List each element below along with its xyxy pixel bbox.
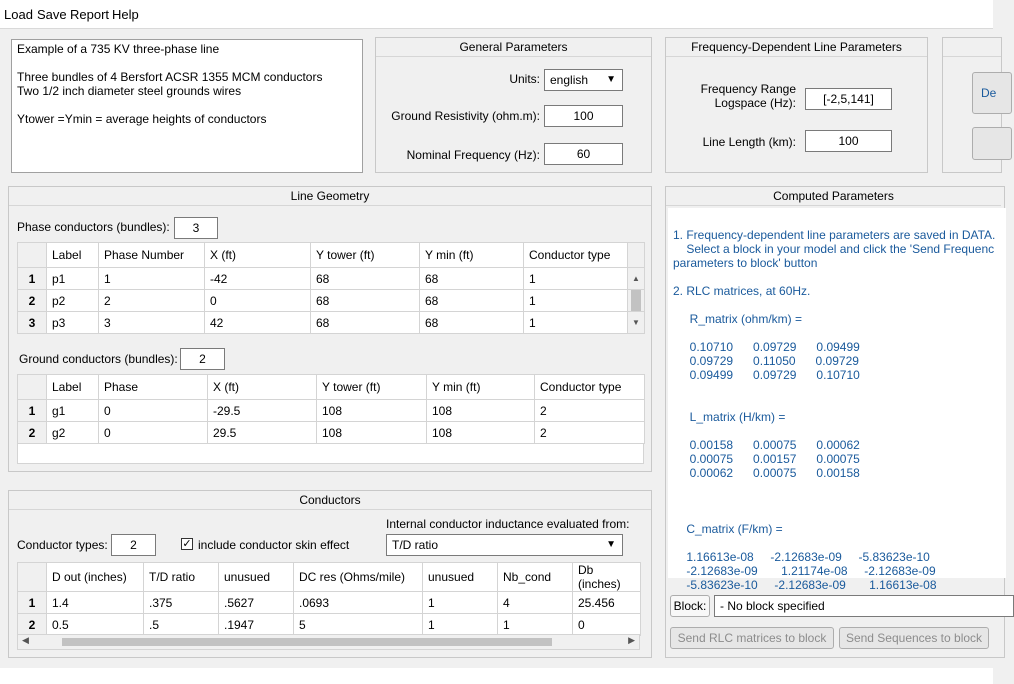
units-value: english (550, 73, 589, 87)
scroll-right-icon[interactable]: ▶ (628, 635, 635, 645)
menu-help[interactable]: Help (112, 7, 139, 22)
ground-table-cell[interactable]: 108 (317, 400, 427, 422)
phase-table-cell[interactable]: 68 (420, 290, 524, 312)
resistivity-input[interactable]: 100 (544, 105, 623, 127)
phase-table-row-number: 3 (18, 312, 47, 334)
menu-report[interactable]: Report (70, 7, 110, 22)
frequency-dependent-panel (665, 37, 928, 173)
ground-table-column-header[interactable]: Conductor type (535, 375, 645, 400)
conductors-table-cell[interactable]: 4 (498, 592, 573, 614)
line-geometry-panel (8, 186, 652, 472)
units-label: Units: (509, 72, 540, 86)
phase-table-cell[interactable]: 1 (524, 312, 628, 334)
ground-table-row[interactable] (18, 422, 645, 444)
bottom-strip (0, 668, 993, 684)
phase-table-cell[interactable]: 2 (99, 290, 205, 312)
inductance-value: T/D ratio (392, 538, 439, 552)
phase-table-cell[interactable]: p3 (47, 312, 99, 334)
conductors-table-column-header[interactable]: unusued (423, 563, 498, 592)
ground-table-cell[interactable]: g1 (47, 400, 99, 422)
phase-table-column-header[interactable]: Phase Number (99, 243, 205, 268)
edge-button-bottom[interactable] (972, 127, 1012, 160)
phase-table-column-header[interactable]: Y min (ft) (420, 243, 524, 268)
ground-table-cell[interactable]: 0 (99, 422, 208, 444)
ground-table-column-header[interactable]: Phase (99, 375, 208, 400)
conductors-table-row[interactable] (18, 614, 641, 636)
inductance-label: Internal conductor inductance evaluated from: (386, 517, 630, 531)
vertical-scrollbar[interactable] (628, 290, 645, 312)
conductors-table-column-header[interactable]: D out (inches) (47, 563, 144, 592)
horizontal-scrollbar[interactable] (17, 634, 640, 650)
ground-table-cell[interactable]: 108 (427, 400, 535, 422)
phase-table-cell[interactable]: 42 (205, 312, 311, 334)
chevron-down-icon: ▼ (606, 539, 616, 550)
ground-table-empty-area (17, 444, 644, 464)
conductors-table-cell[interactable]: .5 (144, 614, 219, 636)
computed-output-text: 1. Frequency-dependent line parameters are saved in DATA. Select a block in your model and click the 'Send Frequenc parameters to block' button 2. RLC matrices, at 60Hz. R_matrix (ohm/km) = 0.10710 0.09729 0.09499 0.09729 0.11050 0.09729 0.09499 0.09729 0.10710 L_matrix (H/km) = 0.00158 0.00075 0.00062 0.00075 0.00157 0.00075 0.00062 0.00075 0.00158 C_matrix (F/km) = 1.16613e-08 -2.12683e-09 -5.83623e-10 -2.12683e-09 1.21174e-08 -2.12683e-09 -5.83623e-10 -2.12683e-09 1.16613e-08 (673, 228, 996, 592)
phase-table-cell[interactable]: 68 (311, 268, 420, 290)
general-parameters-title: General Parameters (376, 38, 651, 57)
skin-effect-checkbox[interactable]: ✓ (182, 538, 192, 550)
frequency-range-input[interactable]: [-2,5,141] (805, 88, 892, 110)
phase-table-cell[interactable]: 68 (311, 290, 420, 312)
ground-table-column-header[interactable]: Label (47, 375, 99, 400)
conductors-table-corner (18, 563, 47, 592)
menu-bar (0, 0, 993, 28)
frequency-range-label-1: Frequency Range (700, 82, 796, 96)
phase-table-cell[interactable]: 0 (205, 290, 311, 312)
ground-table-cell[interactable]: 108 (317, 422, 427, 444)
vertical-scrollbar[interactable]: ▼ (628, 312, 645, 334)
description-line: Two 1/2 inch diameter steel grounds wires (17, 84, 242, 98)
description-textarea[interactable] (11, 39, 363, 173)
phase-table-row[interactable] (18, 290, 645, 312)
description-line (17, 56, 357, 70)
ground-table-cell[interactable]: g2 (47, 422, 99, 444)
phase-table-cell[interactable]: 1 (524, 268, 628, 290)
phase-table-cell[interactable]: 1 (524, 290, 628, 312)
ground-table-cell[interactable]: 29.5 (208, 422, 317, 444)
description-line: Example of a 735 KV three-phase line (17, 42, 220, 56)
frequency-range-label-2: Logspace (Hz): (714, 96, 796, 110)
ground-table-column-header[interactable]: Y min (ft) (427, 375, 535, 400)
ground-table-cell[interactable]: 108 (427, 422, 535, 444)
conductors-table[interactable] (17, 562, 641, 636)
phase-table-column-header[interactable]: Conductor type (524, 243, 628, 268)
ground-table-row[interactable] (18, 400, 645, 422)
phase-conductors-input[interactable]: 3 (174, 217, 218, 239)
description-line: Three bundles of 4 Bersfort ACSR 1355 MCM conductors (17, 70, 323, 84)
inductance-select[interactable] (386, 534, 623, 556)
phase-table-cell[interactable]: p1 (47, 268, 99, 290)
ground-table-column-header[interactable]: Y tower (ft) (317, 375, 427, 400)
general-parameters-panel (375, 37, 652, 173)
nominal-frequency-input[interactable]: 60 (544, 143, 623, 165)
conductors-table-cell[interactable]: 0 (573, 614, 641, 636)
phase-table-cell[interactable]: 68 (420, 312, 524, 334)
phase-table-column-header[interactable]: Y tower (ft) (311, 243, 420, 268)
conductors-panel (8, 490, 652, 658)
menu-save[interactable]: Save (37, 7, 67, 22)
ground-table-cell[interactable]: 2 (535, 422, 645, 444)
conductors-table-cell[interactable]: 1.4 (47, 592, 144, 614)
resistivity-label: Ground Resistivity (ohm.m): (391, 109, 540, 123)
conductors-table-column-header[interactable]: unusued (219, 563, 294, 592)
description-line (17, 98, 357, 112)
conductors-table-cell[interactable]: 0.5 (47, 614, 144, 636)
conductors-table-cell[interactable]: .5627 (219, 592, 294, 614)
ground-conductors-label: Ground conductors (bundles): (19, 352, 178, 366)
ground-conductors-table[interactable] (17, 374, 645, 444)
phase-table-cell[interactable]: -42 (205, 268, 311, 290)
conductor-types-input[interactable]: 2 (111, 534, 156, 556)
frequency-dependent-title: Frequency-Dependent Line Parameters (666, 38, 927, 57)
menu-load[interactable]: Load (4, 7, 33, 22)
send-rlc-button[interactable]: Send RLC matrices to block (670, 627, 834, 649)
phase-table-cell[interactable]: 68 (420, 268, 524, 290)
conductors-table-cell[interactable]: 1 (423, 592, 498, 614)
conductors-title: Conductors (9, 491, 651, 510)
conductors-table-cell[interactable]: 25.456 (573, 592, 641, 614)
phase-table-cell[interactable]: 1 (99, 268, 205, 290)
ground-table-cell[interactable]: -29.5 (208, 400, 317, 422)
computed-output-area (668, 208, 1006, 592)
computed-parameters-panel (665, 186, 1005, 658)
line-length-input[interactable]: 100 (805, 130, 892, 152)
send-sequences-button[interactable]: Send Sequences to block (839, 627, 989, 649)
conductors-table-row[interactable] (18, 592, 641, 614)
phase-table-cell[interactable]: 68 (311, 312, 420, 334)
description-line: Ytower =Ymin = average heights of conductors (17, 112, 267, 126)
scrollbar-thumb[interactable] (62, 638, 552, 646)
phase-table-row-number: 1 (18, 268, 47, 290)
skin-effect-label: include conductor skin effect (198, 538, 350, 552)
phase-table-cell[interactable]: p2 (47, 290, 99, 312)
phase-table-row-number: 2 (18, 290, 47, 312)
scroll-left-icon[interactable]: ◀ (22, 635, 29, 645)
conductors-table-cell[interactable]: 1 (498, 614, 573, 636)
line-geometry-title: Line Geometry (9, 187, 651, 206)
units-select[interactable] (544, 69, 623, 91)
conductors-table-column-header[interactable]: T/D ratio (144, 563, 219, 592)
phase-table-row[interactable] (18, 268, 645, 290)
vertical-scrollbar[interactable]: ▲ (628, 268, 645, 290)
phase-table-cell[interactable]: 3 (99, 312, 205, 334)
phase-table-scroll-header (628, 243, 645, 268)
phase-conductors-table[interactable] (17, 242, 645, 334)
conductors-table-column-header[interactable]: Db (inches) (573, 563, 641, 592)
ground-table-corner (18, 375, 47, 400)
block-button[interactable]: Block: (670, 595, 710, 617)
conductors-table-cell[interactable]: .0693 (294, 592, 423, 614)
conductors-table-row-number: 1 (18, 592, 47, 614)
phase-conductors-label: Phase conductors (bundles): (17, 220, 170, 234)
computed-parameters-title: Computed Parameters (666, 187, 1001, 206)
phase-table-row[interactable] (18, 312, 645, 334)
ground-table-row-number: 2 (18, 422, 47, 444)
phase-table-column-header[interactable]: Label (47, 243, 99, 268)
nominal-frequency-label: Nominal Frequency (Hz): (406, 148, 540, 162)
ground-conductors-input[interactable]: 2 (180, 348, 225, 370)
block-select[interactable] (714, 595, 1014, 617)
conductor-types-label: Conductor types: (17, 538, 108, 552)
phase-table-column-header[interactable]: X (ft) (205, 243, 311, 268)
conductors-table-cell[interactable]: 5 (294, 614, 423, 636)
phase-table-corner (18, 243, 47, 268)
extra-panel-title (943, 38, 1001, 57)
ground-table-column-header[interactable]: X (ft) (208, 375, 317, 400)
edge-button-top[interactable]: De (972, 72, 1012, 114)
conductors-table-row-number: 2 (18, 614, 47, 636)
conductors-table-cell[interactable]: .1947 (219, 614, 294, 636)
ground-table-cell[interactable]: 0 (99, 400, 208, 422)
conductors-table-cell[interactable]: .375 (144, 592, 219, 614)
conductors-table-cell[interactable]: 1 (423, 614, 498, 636)
ground-table-row-number: 1 (18, 400, 47, 422)
ground-table-cell[interactable]: 2 (535, 400, 645, 422)
block-select-value: - No block specified (720, 599, 825, 613)
line-length-label: Line Length (km): (702, 135, 796, 149)
chevron-down-icon: ▼ (606, 74, 616, 85)
conductors-table-column-header[interactable]: DC res (Ohms/mile) (294, 563, 423, 592)
conductors-table-column-header[interactable]: Nb_cond (498, 563, 573, 592)
